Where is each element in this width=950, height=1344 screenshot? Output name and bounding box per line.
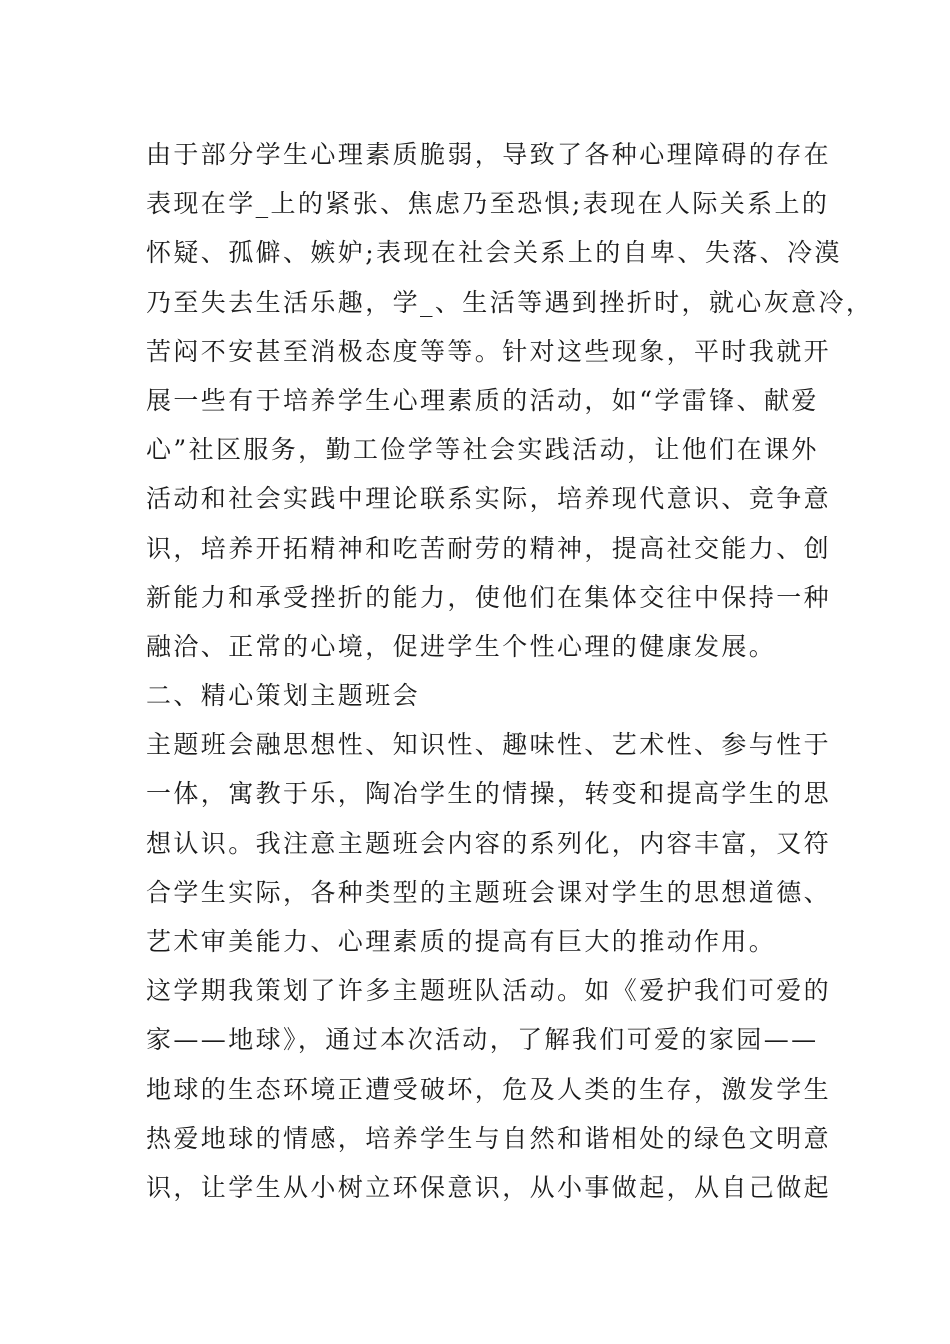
text-line: 展一些有于培养学生心理素质的活动，如“学雷锋、献爱 [146,385,819,415]
text-line: 新能力和承受挫折的能力，使他们在集体交往中保持一种 [146,582,832,612]
text-line: 热爱地球的情感，培养学生与自然和谐相处的绿色文明意 [146,1123,832,1153]
text-line: 识，培养开拓精神和吃苦耐劳的精神，提高社交能力、创 [146,533,832,563]
text-line: 一体，寓教于乐，陶冶学生的情操，转变和提高学生的思 [146,779,832,809]
text-line: 心”社区服务，勤工俭学等社会实践活动，让他们在课外 [146,435,819,465]
text-line: 表现在学_上的紧张、焦虑乃至恐惧;表现在人际关系上的 [146,189,830,219]
text-line: 想认识。我注意主题班会内容的系列化，内容丰富，又符 [146,828,832,858]
text-line: 苦闷不安甚至消极态度等等。针对这些现象，平时我就开 [146,336,832,366]
text-line: 由于部分学生心理素质脆弱，导致了各种心理障碍的存在 [146,140,832,169]
text-line: 主题班会融思想性、知识性、趣味性、艺术性、参与性于 [146,730,832,760]
text-line: 地球的生态环境正遭受破坏，危及人类的生存，激发学生 [146,1074,832,1104]
text-line: 识，让学生从小树立环保意识，从小事做起，从自己做起 [146,1172,832,1202]
section-heading: 二、精心策划主题班会 [146,681,421,711]
body-text [146,130,874,1212]
text-line: 怀疑、孤僻、嫉妒;表现在社会关系上的自卑、失落、冷漠 [146,238,842,268]
text-line: 融洽、正常的心境，促进学生个性心理的健康发展。 [146,631,777,661]
text-line: 艺术审美能力、心理素质的提高有巨大的推动作用。 [146,927,777,956]
text-line: 活动和社会实践中理论联系实际，培养现代意识、竞争意 [146,484,832,514]
text-line: 乃至失去生活乐趣，学_、生活等遇到挫折时，就心灰意冷， [146,287,874,317]
text-line: 合学生实际，各种类型的主题班会课对学生的思想道德、 [146,877,832,907]
text-line: 这学期我策划了许多主题班队活动。如《爱护我们可爱的 [146,976,832,1006]
text-line: 家——地球》，通过本次活动，了解我们可爱的家园—— [146,1025,819,1055]
